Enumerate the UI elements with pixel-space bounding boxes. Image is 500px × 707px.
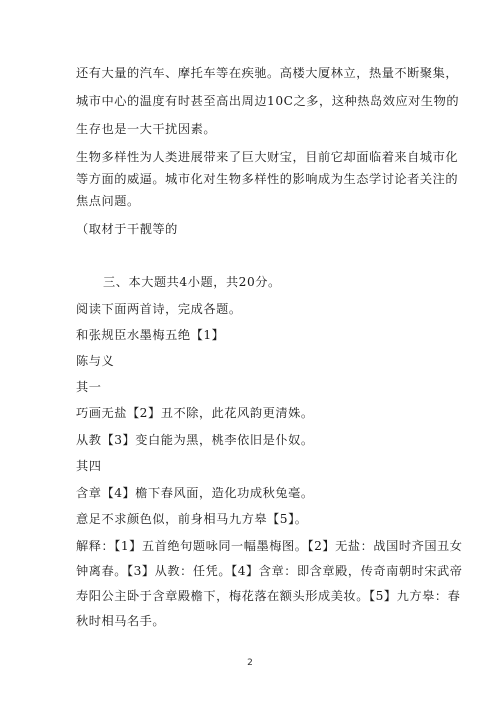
poem-title: 和张规臣水墨梅五绝【1】 — [76, 328, 225, 342]
source-citation: （取材于干靓等的 — [76, 222, 178, 236]
annotation-line: 解释：【1】五首绝句题咏同一幅墨梅图。【2】无盐：战国时齐国丑女 — [76, 539, 463, 553]
annotation-line: 寿阳公主卧于含章殿檐下，梅花落在额头形成美妆。【5】九方皋：春 — [76, 589, 461, 603]
poem-heading: 其一 — [76, 380, 102, 394]
paragraph-line: 等方面的威逼。城市化对生物多样性的影响成为生态学讨论者关注的 — [76, 172, 459, 186]
paragraph-line: 焦点问题。 — [76, 194, 140, 208]
annotation-line: 秋时相马名手。 — [76, 614, 166, 628]
poem-heading: 其四 — [76, 459, 102, 473]
paragraph-line: 生物多样性为人类进展带来了巨大财宝，目前它却面临着来自城市化 — [76, 150, 459, 164]
page-number: 2 — [247, 658, 253, 668]
poem-line: 巧画无盐【2】丑不除，此花风韵更清姝。 — [76, 406, 314, 420]
paragraph-line: 生存也是一大干扰因素。 — [76, 122, 217, 136]
annotation-line: 钟离春。【3】从教：任凭。【4】含章：即含章殿，传奇南朝时宋武帝 — [76, 564, 463, 578]
poem-line: 含章【4】檐下春风面，造化功成秋兔毫。 — [76, 486, 314, 500]
section-heading: 三、本大题共4小题，共20分。 — [103, 275, 281, 289]
paragraph-line: 城市中心的温度有时甚至高出周边10C之多，这种热岛效应对生物的 — [76, 94, 460, 108]
paragraph-line: 还有大量的汽车、摩托车等在疾驰。高楼大厦林立，热量不断聚集， — [76, 66, 459, 80]
poem-line: 从教【3】变白能为黑，桃李依旧是仆奴。 — [76, 433, 314, 447]
poem-author: 陈与义 — [76, 354, 115, 368]
instruction-text: 阅读下面两首诗，完成各题。 — [76, 302, 242, 316]
poem-line: 意足不求颜色似，前身相马九方皋【5】。 — [76, 512, 308, 526]
